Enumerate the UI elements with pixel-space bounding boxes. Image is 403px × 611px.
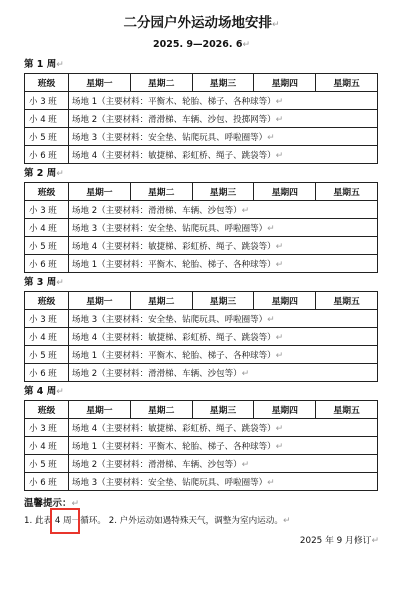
- table-row: [25, 346, 378, 364]
- header-friday: 星期五: [316, 74, 378, 92]
- table-row: [25, 473, 378, 491]
- class-cell: 小 3 班: [25, 419, 69, 437]
- revision-date: 2025 年 9 月修订↵: [299, 536, 379, 546]
- table-header-row: [25, 183, 378, 201]
- header-wednesday: 星期三: [192, 74, 254, 92]
- paragraph-mark-icon: ↵: [56, 387, 64, 397]
- paragraph-mark-icon: ↵: [371, 536, 379, 546]
- site-cell: 场地 4（主要材料：敏捷梯、彩虹桥、绳子、跳袋等）↵: [69, 146, 378, 164]
- table-row: [25, 455, 378, 473]
- week-4-table: [24, 400, 378, 491]
- table-row: [25, 110, 378, 128]
- site-cell: 场地 2（主要材料：滑滑梯、车辆、沙包、投掷网等）↵: [69, 110, 378, 128]
- site-cell: 场地 2（主要材料：滑滑梯、车辆、沙包等）↵: [69, 201, 378, 219]
- class-cell: 小 3 班: [25, 201, 69, 219]
- header-friday: 星期五: [316, 401, 378, 419]
- paragraph-mark-icon: ↵: [71, 499, 80, 509]
- header-class: 班级: [25, 292, 69, 310]
- site-cell: 场地 1（主要材料：平衡木、轮胎、梯子、各种球等）↵: [69, 92, 378, 110]
- class-cell: 小 5 班: [25, 346, 69, 364]
- header-tuesday: 星期二: [130, 401, 192, 419]
- class-cell: 小 4 班: [25, 110, 69, 128]
- site-cell: 场地 4（主要材料：敏捷梯、彩虹桥、绳子、跳袋等）↵: [69, 328, 378, 346]
- site-cell: 场地 3（主要材料：安全垫、钻爬玩具、呼啦圈等）↵: [69, 219, 378, 237]
- table-row: [25, 328, 378, 346]
- class-cell: 小 5 班: [25, 128, 69, 146]
- site-cell: 场地 3（主要材料：安全垫、钻爬玩具、呼啦圈等）↵: [69, 310, 378, 328]
- header-class: 班级: [25, 401, 69, 419]
- week-2-label: 第 2 周↵: [24, 168, 64, 179]
- week-1-table: [24, 73, 378, 164]
- site-cell: 场地 2（主要材料：滑滑梯、车辆、沙包等）↵: [69, 455, 378, 473]
- header-class: 班级: [25, 74, 69, 92]
- table-row: [25, 419, 378, 437]
- document-subtitle: 2025. 9—2026. 6↵: [153, 39, 250, 50]
- class-cell: 小 3 班: [25, 92, 69, 110]
- table-row: [25, 128, 378, 146]
- class-cell: 小 5 班: [25, 237, 69, 255]
- header-wednesday: 星期三: [192, 292, 254, 310]
- class-cell: 小 4 班: [25, 219, 69, 237]
- site-cell: 场地 1（主要材料：平衡木、轮胎、梯子、各种球等）↵: [69, 255, 378, 273]
- class-cell: 小 4 班: [25, 328, 69, 346]
- paragraph-mark-icon: ↵: [56, 169, 64, 179]
- document-title: 二分园户外运动场地安排↵: [123, 15, 280, 31]
- site-cell: 场地 3（主要材料：安全垫、钻爬玩具、呼啦圈等）↵: [69, 128, 378, 146]
- header-wednesday: 星期三: [192, 401, 254, 419]
- site-cell: 场地 1（主要材料：平衡木、轮胎、梯子、各种球等）↵: [69, 437, 378, 455]
- header-thursday: 星期四: [254, 292, 316, 310]
- site-cell: 场地 4（主要材料：敏捷梯、彩虹桥、绳子、跳袋等）↵: [69, 419, 378, 437]
- site-cell: 场地 4（主要材料：敏捷梯、彩虹桥、绳子、跳袋等）↵: [69, 237, 378, 255]
- class-cell: 小 6 班: [25, 146, 69, 164]
- paragraph-mark-icon: ↵: [282, 516, 291, 526]
- site-cell: 场地 3（主要材料：安全垫、钻爬玩具、呼啦圈等）↵: [69, 473, 378, 491]
- table-row: [25, 92, 378, 110]
- table-row: [25, 146, 378, 164]
- tips-body: [24, 514, 379, 528]
- paragraph-mark-icon: ↵: [56, 60, 64, 70]
- header-monday: 星期一: [69, 74, 131, 92]
- site-cell: 场地 1（主要材料：平衡木、轮胎、梯子、各种球等）↵: [69, 346, 378, 364]
- header-thursday: 星期四: [254, 183, 316, 201]
- table-header-row: [25, 401, 378, 419]
- header-thursday: 星期四: [254, 74, 316, 92]
- table-header-row: [25, 74, 378, 92]
- paragraph-mark-icon: ↵: [271, 20, 280, 30]
- table-row: [25, 310, 378, 328]
- header-monday: 星期一: [69, 401, 131, 419]
- header-wednesday: 星期三: [192, 183, 254, 201]
- table-row: [25, 219, 378, 237]
- class-cell: 小 6 班: [25, 255, 69, 273]
- header-monday: 星期一: [69, 183, 131, 201]
- table-row: [25, 255, 378, 273]
- week-2-table: [24, 182, 378, 273]
- table-row: [25, 437, 378, 455]
- header-friday: 星期五: [316, 183, 378, 201]
- header-thursday: 星期四: [254, 401, 316, 419]
- week-1-label: 第 1 周↵: [24, 59, 64, 70]
- text-selection-highlight: [50, 508, 80, 534]
- table-header-row: [25, 292, 378, 310]
- site-cell: 场地 2（主要材料：滑滑梯、车辆、沙包等）↵: [69, 364, 378, 382]
- table-row: [25, 237, 378, 255]
- tips-title: 温馨提示：↵: [24, 498, 80, 509]
- week-3-label: 第 3 周↵: [24, 277, 64, 288]
- class-cell: 小 6 班: [25, 364, 69, 382]
- header-class: 班级: [25, 183, 69, 201]
- header-tuesday: 星期二: [130, 183, 192, 201]
- week-3-table: [24, 291, 378, 382]
- header-tuesday: 星期二: [130, 292, 192, 310]
- header-friday: 星期五: [316, 292, 378, 310]
- table-row: [25, 364, 378, 382]
- paragraph-mark-icon: ↵: [56, 278, 64, 288]
- header-monday: 星期一: [69, 292, 131, 310]
- class-cell: 小 3 班: [25, 310, 69, 328]
- class-cell: 小 6 班: [25, 473, 69, 491]
- table-row: [25, 201, 378, 219]
- class-cell: 小 4 班: [25, 437, 69, 455]
- class-cell: 小 5 班: [25, 455, 69, 473]
- week-4-label: 第 4 周↵: [24, 386, 64, 397]
- paragraph-mark-icon: ↵: [242, 40, 250, 50]
- header-tuesday: 星期二: [130, 74, 192, 92]
- tips-text: 1. 此表 4 周一循环。 2. 户外运动如遇特殊天气，调整为室内运动。: [24, 516, 283, 526]
